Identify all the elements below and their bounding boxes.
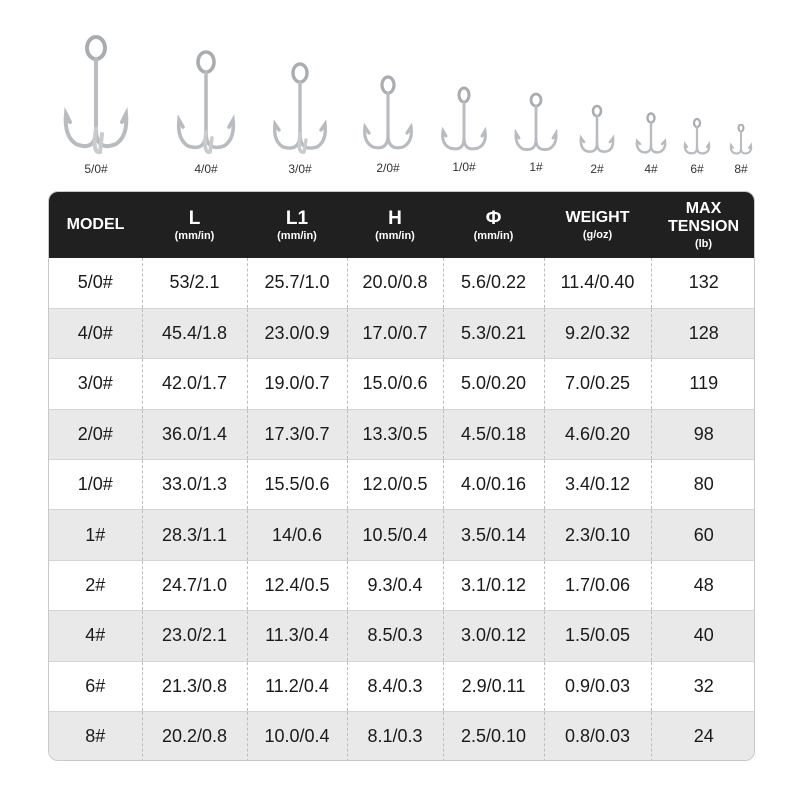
cell-max-tension: 98	[651, 409, 755, 459]
cell-model: 8#	[49, 712, 142, 761]
cell-max-tension: 40	[651, 611, 755, 661]
hook-label: 2#	[590, 162, 604, 176]
hook-1	[510, 92, 562, 174]
cell-max-tension: 132	[651, 258, 755, 308]
hook-label: 5/0#	[84, 162, 108, 176]
header-label: WEIGHT	[565, 209, 630, 226]
header-l	[142, 192, 247, 258]
table-row	[49, 712, 755, 761]
spec-table	[48, 191, 755, 761]
cell-phi: 3.1/0.12	[443, 560, 544, 610]
cell-weight: 9.2/0.32	[544, 308, 651, 358]
hook-5-0	[56, 34, 136, 176]
cell-model: 1#	[49, 510, 142, 560]
treble-hook-icon	[633, 112, 669, 158]
cell-phi: 3.5/0.14	[443, 510, 544, 560]
table-body	[49, 258, 755, 761]
treble-hook-icon	[681, 118, 713, 158]
header-phi	[443, 192, 544, 258]
cell-model: 6#	[49, 661, 142, 711]
header-unit: (mm/in)	[174, 229, 215, 242]
cell-max-tension: 128	[651, 308, 755, 358]
header-label: L	[188, 207, 201, 229]
cell-model: 3/0#	[49, 359, 142, 409]
hook-4	[633, 112, 669, 176]
table-header	[49, 192, 755, 258]
hook-label: 4#	[644, 162, 658, 176]
cell-l: 20.2/0.8	[142, 712, 247, 761]
table-row	[49, 359, 755, 409]
hook-label: 6#	[690, 162, 704, 176]
cell-max-tension: 60	[651, 510, 755, 560]
cell-h: 8.1/0.3	[347, 712, 443, 761]
cell-model: 4/0#	[49, 308, 142, 358]
cell-l1: 10.0/0.4	[247, 712, 347, 761]
cell-l: 45.4/1.8	[142, 308, 247, 358]
cell-weight: 1.7/0.06	[544, 560, 651, 610]
cell-l: 28.3/1.1	[142, 510, 247, 560]
cell-weight: 2.3/0.10	[544, 510, 651, 560]
header-max-tension	[651, 192, 755, 258]
table-row	[49, 611, 755, 661]
cell-model: 5/0#	[49, 258, 142, 308]
cell-weight: 11.4/0.40	[544, 258, 651, 308]
hook-label: 1/0#	[452, 160, 476, 174]
hook-size-illustrations	[0, 0, 800, 185]
treble-hook-icon	[357, 75, 419, 157]
cell-model: 2/0#	[49, 409, 142, 459]
table-row	[49, 560, 755, 610]
cell-phi: 2.9/0.11	[443, 661, 544, 711]
table-row	[49, 460, 755, 510]
table-row	[49, 409, 755, 459]
hook-label: 8#	[734, 162, 748, 176]
treble-hook-icon	[510, 92, 562, 156]
header-unit: (mm/in)	[277, 229, 317, 242]
treble-hook-icon	[267, 62, 333, 158]
cell-l: 33.0/1.3	[142, 460, 247, 510]
cell-l: 24.7/1.0	[142, 560, 247, 610]
cell-l1: 12.4/0.5	[247, 560, 347, 610]
treble-hook-icon	[728, 124, 754, 158]
hook-2	[576, 104, 618, 176]
cell-h: 8.5/0.3	[347, 611, 443, 661]
cell-l: 23.0/2.1	[142, 611, 247, 661]
cell-h: 17.0/0.7	[347, 308, 443, 358]
cell-phi: 5.0/0.20	[443, 359, 544, 409]
cell-l: 36.0/1.4	[142, 409, 247, 459]
hook-label: 3/0#	[288, 162, 312, 176]
table-row	[49, 258, 755, 308]
cell-phi: 2.5/0.10	[443, 712, 544, 761]
hook-label: 1#	[529, 160, 543, 174]
cell-h: 13.3/0.5	[347, 409, 443, 459]
hook-4-0	[170, 50, 242, 176]
cell-l: 21.3/0.8	[142, 661, 247, 711]
header-unit: (mm/in)	[473, 229, 514, 242]
hook-label: 2/0#	[376, 161, 400, 175]
cell-l1: 23.0/0.9	[247, 308, 347, 358]
hook-6	[681, 118, 713, 176]
cell-h: 10.5/0.4	[347, 510, 443, 560]
hook-label: 4/0#	[194, 162, 218, 176]
cell-h: 8.4/0.3	[347, 661, 443, 711]
hook-3-0	[267, 62, 333, 176]
table-row	[49, 510, 755, 560]
treble-hook-icon	[436, 86, 492, 156]
cell-l: 53/2.1	[142, 258, 247, 308]
hook-1-0	[436, 86, 492, 174]
cell-h: 15.0/0.6	[347, 359, 443, 409]
cell-phi: 4.5/0.18	[443, 409, 544, 459]
treble-hook-icon	[56, 34, 136, 158]
cell-l1: 11.2/0.4	[247, 661, 347, 711]
hook-8	[728, 124, 754, 176]
cell-max-tension: 80	[651, 460, 755, 510]
header-label: MODEL	[66, 216, 125, 233]
cell-model: 1/0#	[49, 460, 142, 510]
cell-l1: 25.7/1.0	[247, 258, 347, 308]
header-unit: (lb)	[694, 238, 713, 250]
treble-hook-icon	[170, 50, 242, 158]
cell-weight: 4.6/0.20	[544, 409, 651, 459]
cell-weight: 3.4/0.12	[544, 460, 651, 510]
header-l1	[247, 192, 347, 258]
cell-weight: 7.0/0.25	[544, 359, 651, 409]
treble-hook-icon	[576, 104, 618, 158]
cell-max-tension: 24	[693, 726, 714, 747]
cell-weight: 0.9/0.03	[544, 661, 651, 711]
cell-h: 9.3/0.4	[347, 560, 443, 610]
cell-phi: 4.0/0.16	[443, 460, 544, 510]
cell-l1: 17.3/0.7	[247, 409, 347, 459]
cell-max-tension: 119	[651, 359, 755, 409]
header-h	[347, 192, 443, 258]
header-label: H	[388, 207, 402, 229]
header-unit: (mm/in)	[375, 229, 415, 242]
cell-model: 4#	[49, 611, 142, 661]
cell-max-tension: 32	[651, 661, 755, 711]
header-model	[49, 192, 142, 258]
header-label: MAX TENSION	[667, 200, 740, 235]
cell-weight: 1.5/0.05	[544, 611, 651, 661]
header-unit: (g/oz)	[582, 229, 613, 241]
cell-l1: 11.3/0.4	[247, 611, 347, 661]
cell-h: 12.0/0.5	[347, 460, 443, 510]
cell-weight: 0.8/0.03	[544, 712, 651, 761]
hook-2-0	[357, 75, 419, 175]
header-label: L1	[285, 207, 309, 229]
cell-phi: 3.0/0.12	[443, 611, 544, 661]
cell-l1: 14/0.6	[247, 510, 347, 560]
cell-l: 42.0/1.7	[142, 359, 247, 409]
header-label: Φ	[485, 207, 502, 229]
cell-phi: 5.6/0.22	[443, 258, 544, 308]
cell-l1: 15.5/0.6	[247, 460, 347, 510]
table-row	[49, 661, 755, 711]
cell-l1: 19.0/0.7	[247, 359, 347, 409]
table-row	[49, 308, 755, 358]
cell-model: 2#	[49, 560, 142, 610]
header-weight	[544, 192, 651, 258]
cell-max-tension: 48	[651, 560, 755, 610]
cell-phi: 5.3/0.21	[443, 308, 544, 358]
cell-h: 20.0/0.8	[347, 258, 443, 308]
